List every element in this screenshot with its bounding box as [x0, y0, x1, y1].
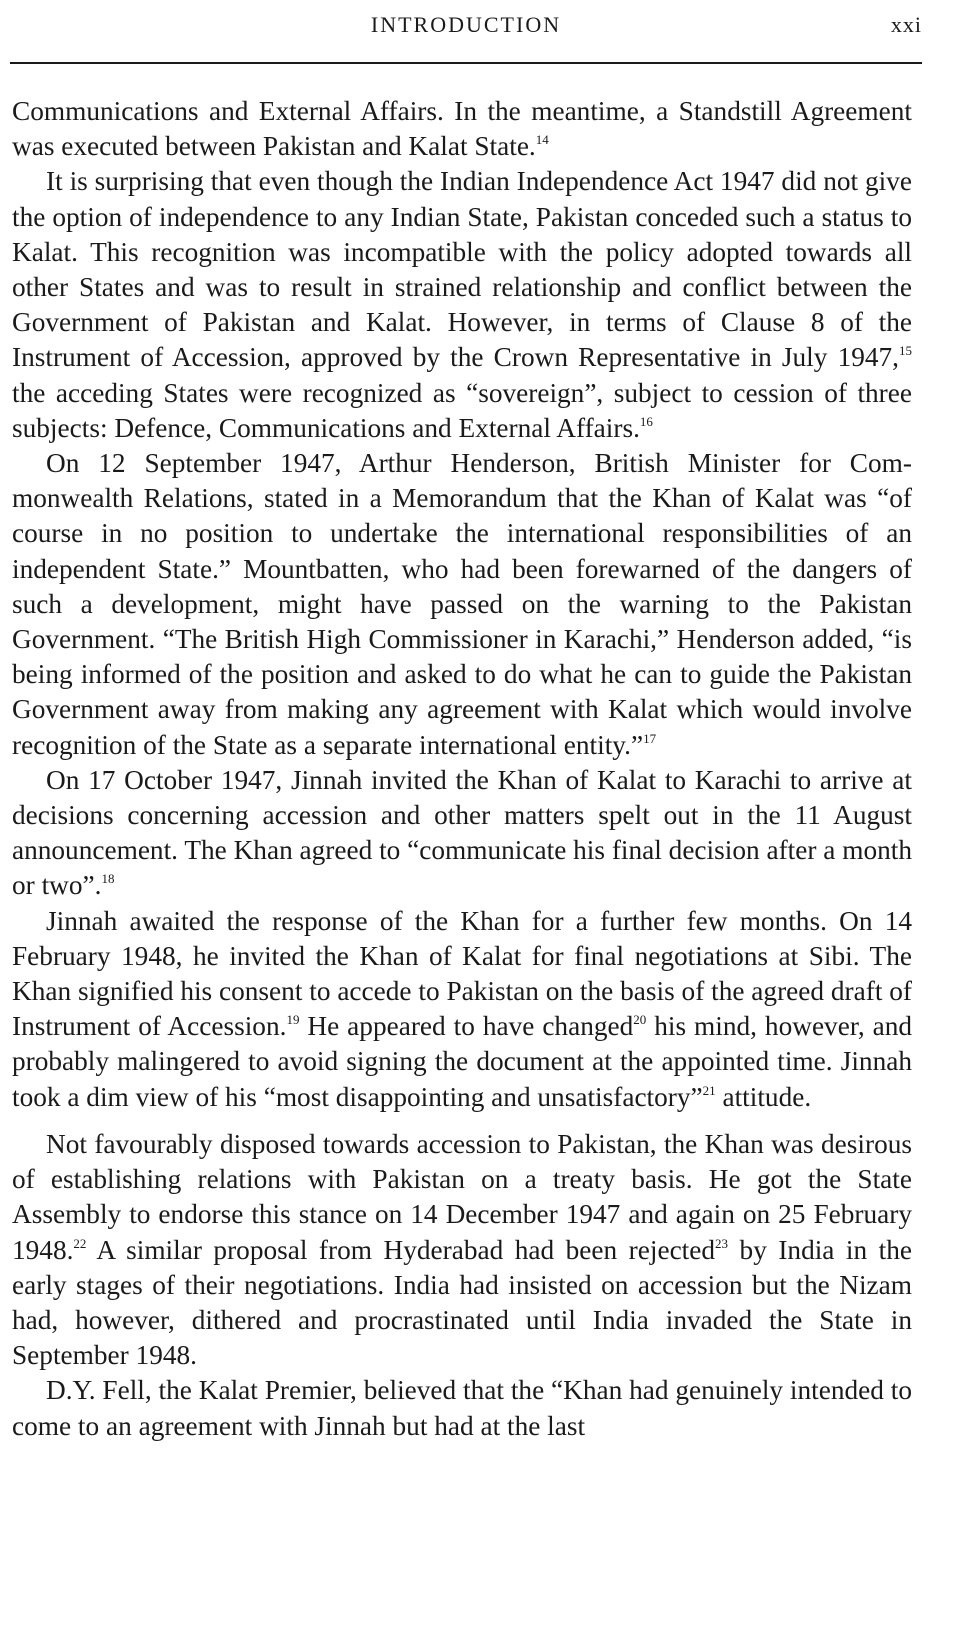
paragraph-text: attitude.	[715, 1081, 812, 1112]
running-head: INTRODUCTION	[370, 12, 562, 37]
paragraph	[12, 94, 912, 164]
footnote-ref: 15	[899, 343, 912, 359]
paragraph-text: the acceding States were recognized as “sovereign”, subject to cession of three subjects: Defence, Communications and External Affairs.	[12, 377, 912, 443]
footnote-ref: 20	[633, 1012, 647, 1028]
paragraph-text: D.Y. Fell, the Kalat Premier, believed that the “Khan had genuinely intended to come to an agreement with Jinnah but had at the last	[12, 1375, 912, 1441]
footnote-ref: 21	[702, 1082, 716, 1098]
footnote-ref: 17	[643, 730, 657, 746]
footnote-ref: 18	[101, 871, 115, 887]
paragraph	[12, 1127, 912, 1373]
paragraph-text: It is surprising that even though the Indian Independence Act 1947 did not give the option of independence to any Indian State, Pakistan conceded such a status to Kalat. This recognition was incompatible with the policy adopted towards all other States and was to result in strained relationship and conflict between the Government of Pakistan and Kalat. However, in terms of Clause 8 of the Instrument of Accession, approved by the Crown Representative in July 1947,	[12, 166, 912, 373]
paragraph	[12, 763, 912, 904]
footnote-ref: 22	[73, 1235, 87, 1251]
paragraph-text: He appeared to have changed	[299, 1011, 634, 1042]
paragraph-text: Communications and External Affairs. In the meantime, a Standstill Agreement was executed between Pakistan and Kalat State.	[12, 96, 912, 162]
header-rule	[10, 62, 922, 64]
paragraph-text: On 12 September 1947, Arthur Henderson, British Minister for Commonwealth Relations, stated in a Memorandum that the Khan of Kalat was “of course in no position to undertake the international responsibilities of an independent State.” Mountbatten, who had been forewarned of the dangers of such a development, might have passed on the warning to the Pakistan Government. “The British High Commissioner in Karachi,” Henderson added, “is being informed of the position and asked to do what he can to guide the Pakistan Government away from making any agreement with Kalat which would involve recognition of the State as a separate international entity.”	[12, 448, 912, 760]
page-number: xxi	[890, 12, 922, 37]
footnote-ref: 14	[535, 132, 549, 148]
paragraph-text: by India in the early stages of their negotiations. India had insisted on accession but the Nizam had, however, dithered and procrastinated until India invaded the State in September 1948.	[12, 1234, 913, 1371]
paragraph-text: his mind, however, and probably malingered to avoid signing the document at the appointed time. Jinnah took a dim view of his “most disappointing and unsatisfactory”	[12, 1011, 913, 1112]
footnote-ref: 23	[715, 1235, 729, 1251]
body-text	[12, 94, 912, 1444]
footnote-ref: 16	[639, 413, 653, 429]
paragraph-text: A similar proposal from Hyderabad had been rejected	[86, 1234, 716, 1265]
page-header	[10, 8, 922, 48]
paragraph	[12, 1373, 912, 1443]
paragraph	[12, 164, 912, 446]
paragraph-text: On 17 October 1947, Jinnah invited the Khan of Kalat to Karachi to arrive at decisions concerning accession and other matters spelt out in the 11 August announcement. The Khan agreed to “communicate his final decision after a month or two”.	[12, 764, 912, 901]
footnote-ref: 19	[286, 1012, 300, 1028]
paragraph-text: Jinnah awaited the response of the Khan for a further few months. On 14 February 1948, he invited the Khan of Kalat for final negotiations at Sibi. The Khan signified his consent to accede to Pakistan on the basis of the agreed draft of Instrument of Accession.	[12, 905, 912, 1042]
paragraph-text: Not favourably disposed towards accession to Pakistan, the Khan was desirous of establishing relations with Pakistan on a treaty basis. He got the State Assembly to endorse this stance on 14 December 1947 and again on 25 February 1948.	[12, 1128, 912, 1265]
paragraph	[12, 904, 912, 1115]
paragraph	[12, 446, 912, 763]
